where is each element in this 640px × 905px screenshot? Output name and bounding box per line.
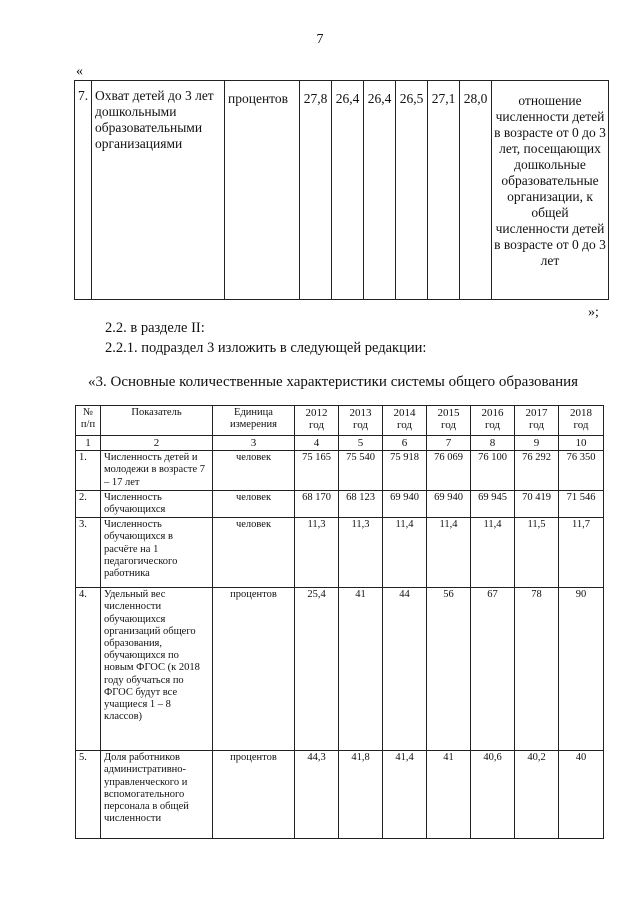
value-cell: 11,7: [559, 518, 604, 588]
value-cell: 69 945: [471, 490, 515, 517]
value-cell: 68 170: [295, 490, 339, 517]
general-education-table: [75, 405, 604, 839]
value-cell: 76 069: [427, 451, 471, 491]
unit-cell: процентов: [213, 588, 295, 751]
header-num: № п/п: [76, 406, 101, 436]
value-cell: 75 165: [295, 451, 339, 491]
indicator-name: Удельный вес численности обучающихся организаций общего образования, обучающихся по новым ФГОС (к 2018 году обучаться по ФГОС будут все учащиеся 1 – 8 классов): [101, 588, 213, 751]
column-number: 3: [213, 436, 295, 451]
column-number: 5: [339, 436, 383, 451]
table-row: [76, 518, 604, 588]
header-year: 2014 год: [383, 406, 427, 436]
value-cell: 41: [339, 588, 383, 751]
header-indicator: Показатель: [101, 406, 213, 436]
value-cell: 27,8: [300, 81, 332, 300]
section-line-2-2: 2.2. в разделе II:: [105, 320, 205, 336]
header-year: 2018 год: [559, 406, 604, 436]
indicator-name: Численность обучающихся: [101, 490, 213, 517]
value-cell: 67: [471, 588, 515, 751]
header-year: 2013 год: [339, 406, 383, 436]
value-cell: 40,2: [515, 751, 559, 839]
value-cell: 25,4: [295, 588, 339, 751]
column-number: 10: [559, 436, 604, 451]
value-cell: 26,5: [396, 81, 428, 300]
page-number: 7: [316, 32, 324, 47]
row-number: 5.: [76, 751, 101, 839]
value-cell: 56: [427, 588, 471, 751]
value-cell: 26,4: [364, 81, 396, 300]
unit-cell: человек: [213, 490, 295, 517]
column-number: 6: [383, 436, 427, 451]
table-row: [76, 588, 604, 751]
value-cell: 78: [515, 588, 559, 751]
indicator-name: Доля работников административно-управленческого и вспомогательного персонала в общей численности: [101, 751, 213, 839]
value-cell: 75 918: [383, 451, 427, 491]
section-line-2-2-1: 2.2.1. подраздел 3 изложить в следующей редакции:: [105, 340, 427, 356]
table-row: [76, 490, 604, 517]
row-number: 1.: [76, 451, 101, 491]
value-cell: 69 940: [427, 490, 471, 517]
table-row: [75, 81, 609, 300]
row-number: 3.: [76, 518, 101, 588]
header-year: 2016 год: [471, 406, 515, 436]
value-cell: 40,6: [471, 751, 515, 839]
value-cell: 76 100: [471, 451, 515, 491]
value-cell: 28,0: [460, 81, 492, 300]
column-number: 2: [101, 436, 213, 451]
value-cell: 70 419: [515, 490, 559, 517]
row-number: 4.: [76, 588, 101, 751]
section-heading: «3. Основные количественные характеристики системы общего образования: [88, 374, 579, 390]
value-cell: 44,3: [295, 751, 339, 839]
header-year: 2012 год: [295, 406, 339, 436]
column-number: 9: [515, 436, 559, 451]
value-cell: 90: [559, 588, 604, 751]
row-number: 7.: [75, 81, 92, 300]
indicator-name: Охват детей до 3 лет дошкольными образовательными организациями: [92, 81, 225, 300]
header-year: 2015 год: [427, 406, 471, 436]
header-unit: Единица измерения: [213, 406, 295, 436]
value-cell: 27,1: [428, 81, 460, 300]
table-row: [76, 451, 604, 491]
column-number-row: [76, 436, 604, 451]
value-cell: 68 123: [339, 490, 383, 517]
value-cell: 41,4: [383, 751, 427, 839]
value-cell: 11,4: [471, 518, 515, 588]
opening-quote: «: [76, 64, 83, 79]
value-cell: 76 292: [515, 451, 559, 491]
unit-cell: человек: [213, 518, 295, 588]
value-cell: 11,4: [383, 518, 427, 588]
value-cell: 41: [427, 751, 471, 839]
row-number: 2.: [76, 490, 101, 517]
column-number: 8: [471, 436, 515, 451]
value-cell: 11,3: [339, 518, 383, 588]
value-cell: 44: [383, 588, 427, 751]
value-cell: 11,4: [427, 518, 471, 588]
indicator-name: Численность детей и молодежи в возрасте 7 – 17 лет: [101, 451, 213, 491]
table-row: [76, 751, 604, 839]
closing-quote: »;: [588, 305, 599, 320]
value-cell: 26,4: [332, 81, 364, 300]
unit-cell: процентов: [213, 751, 295, 839]
value-cell: 76 350: [559, 451, 604, 491]
value-cell: 69 940: [383, 490, 427, 517]
indicator-name: Численность обучающихся в расчёте на 1 педагогического работника: [101, 518, 213, 588]
header-year: 2017 год: [515, 406, 559, 436]
value-cell: 75 540: [339, 451, 383, 491]
column-number: 1: [76, 436, 101, 451]
value-cell: 40: [559, 751, 604, 839]
value-cell: 11,5: [515, 518, 559, 588]
column-number: 4: [295, 436, 339, 451]
unit-cell: человек: [213, 451, 295, 491]
column-number: 7: [427, 436, 471, 451]
description-cell: отношение численности детей в возрасте от 0 до 3 лет, посещающих дошкольные образовательные организации, к общей численности детей в возрасте от 0 до 3 лет: [492, 81, 609, 300]
value-cell: 41,8: [339, 751, 383, 839]
unit-cell: процентов: [225, 81, 300, 300]
table-header-row: [76, 406, 604, 436]
indicator-table-row-7: [74, 80, 609, 300]
value-cell: 71 546: [559, 490, 604, 517]
value-cell: 11,3: [295, 518, 339, 588]
